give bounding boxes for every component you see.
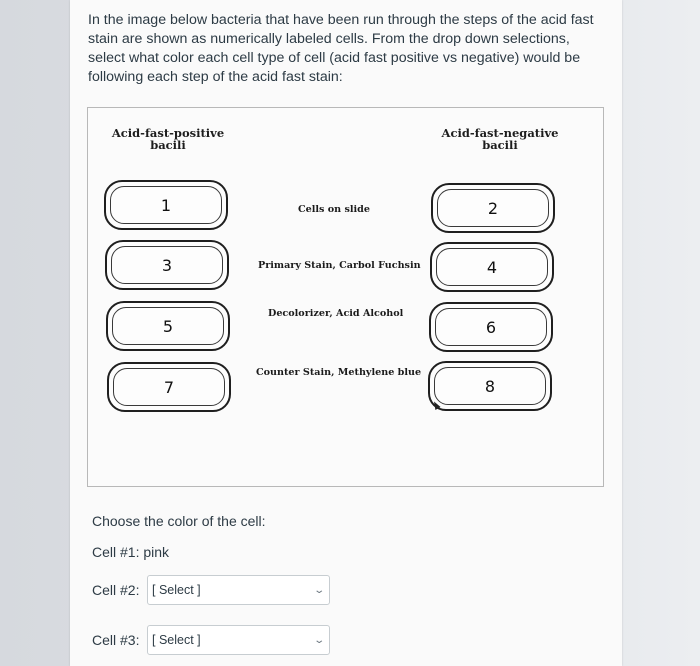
cell-2-select[interactable] bbox=[147, 575, 330, 605]
quiz-page bbox=[70, 0, 622, 666]
cell-2-row bbox=[92, 575, 330, 605]
positive-cell bbox=[106, 301, 230, 351]
step-label: Primary Stain, Carbol Fuchsin bbox=[258, 260, 421, 271]
cell-number: 5 bbox=[162, 316, 174, 336]
negative-cell bbox=[431, 183, 555, 233]
positive-cell bbox=[105, 240, 229, 290]
cell-number: 7 bbox=[163, 377, 175, 397]
negative-cell bbox=[428, 361, 552, 411]
cell-number: 1 bbox=[160, 195, 172, 215]
cell-3-row bbox=[92, 625, 330, 655]
cell-number: 3 bbox=[161, 255, 173, 275]
positive-cell bbox=[107, 362, 231, 412]
step-label: Decolorizer, Acid Alcohol bbox=[268, 308, 404, 319]
cell-3-select[interactable] bbox=[147, 625, 330, 655]
cell-number: 4 bbox=[486, 257, 498, 277]
question-text: In the image below bacteria that have been run through the steps of the acid fast stain are shown as numerically labeled cells. From the drop down selections, select what color each cell type of cell (acid fast positive vs negative) would be following each step of the acid fast stain: bbox=[88, 12, 594, 85]
acid-fast-diagram bbox=[87, 107, 604, 487]
positive-header-line2: bacili bbox=[150, 138, 186, 152]
positive-header-line1: Acid-fast-positive bbox=[111, 126, 225, 140]
select-value: [ Select ] bbox=[152, 633, 201, 647]
cell-number: 2 bbox=[487, 198, 499, 218]
positive-header bbox=[108, 127, 228, 151]
chevron-down-icon: ⌄ bbox=[312, 584, 325, 596]
chevron-down-icon: ⌄ bbox=[312, 634, 325, 646]
cell-1-answer: Cell #1: pink bbox=[92, 544, 170, 560]
cell-number: 6 bbox=[485, 317, 497, 337]
negative-cell bbox=[430, 242, 554, 292]
cell-2-label: Cell #2: bbox=[92, 582, 140, 598]
step-label: Counter Stain, Methylene blue bbox=[256, 367, 422, 378]
positive-cell bbox=[104, 180, 228, 230]
cell-3-label: Cell #3: bbox=[92, 632, 140, 648]
negative-cell bbox=[429, 302, 553, 352]
select-value: [ Select ] bbox=[152, 583, 201, 597]
negative-header-line1: Acid-fast-negative bbox=[441, 126, 559, 140]
choose-prompt: Choose the color of the cell: bbox=[92, 513, 266, 529]
negative-header-line2: bacili bbox=[482, 138, 518, 152]
negative-header bbox=[435, 127, 565, 151]
step-label: Cells on slide bbox=[298, 204, 370, 215]
cell-number: 8 bbox=[484, 376, 496, 396]
